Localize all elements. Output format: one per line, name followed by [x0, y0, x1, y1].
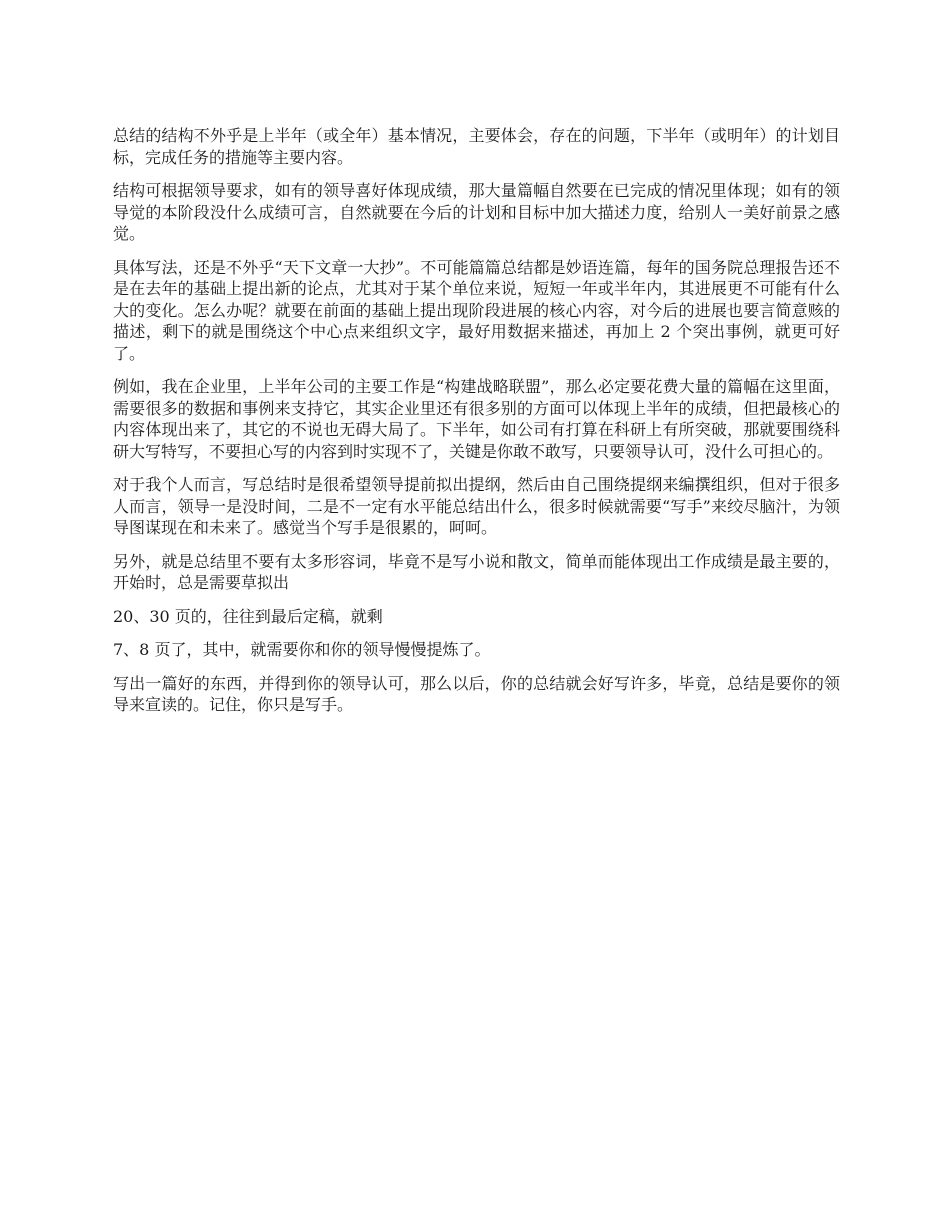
document-body: [113, 125, 840, 728]
paragraph-writing-method: 具体写法，还是不外乎“天下文章一大抄”。不可能篇篇总结都是妙语连篇，每年的国务院总理报告还不是在去年的基础上提出新的论点，尤其对于某个单位来说，短短一年或半年内，其进展更不可能有什么大的变化。怎么办呢？就要在前面的基础上提出现阶段进展的核心内容，对今后的进展也要言简意赅的描述，剩下的就是围绕这个中心点来组织文字，最好用数据来描述，再加上 2 个突出事例，就更可好了。: [113, 257, 840, 363]
paragraph-leader-requirements: 结构可根据领导要求，如有的领导喜好体现成绩，那大量篇幅自然要在已完成的情况里体现；如有的领导觉的本阶段没什么成绩可言，自然就要在今后的计划和目标中加大描述力度，给别人一美好前景之感觉。: [113, 181, 840, 243]
paragraph-adjectives: 另外，就是总结里不要有太多形容词，毕竟不是写小说和散文，简单而能体现出工作成绩是最主要的，开始时，总是需要草拟出: [113, 551, 840, 592]
paragraph-page-count: 20、30 页的，往往到最后定稿，就剩: [113, 606, 383, 626]
paragraph-refine: 7、8 页了，其中，就需要你和你的领导慢慢提炼了。: [113, 640, 491, 659]
paragraph-structure: 总结的结构不外乎是上半年（或全年）基本情况，主要体会，存在的问题，下半年（或明年）的计划目标，完成任务的措施等主要内容。: [113, 126, 840, 167]
paragraph-conclusion: 写出一篇好的东西，并得到你的领导认可，那么以后，你的总结就会好写许多，毕竟，总结是要你的领导来宣读的。记住，你只是写手。: [113, 673, 840, 714]
paragraph-example: 例如，我在企业里，上半年公司的主要工作是“构建战略联盟”，那么必定要花费大量的篇幅在这里面，需要很多的数据和事例来支持它，其实企业里还有很多别的方面可以体现上半年的成绩，但把最核心的内容体现出来了，其它的不说也无碍大局了。下半年，如公司有打算在科研上有所突破，那就要围绕科研大写特写，不要担心写的内容到时实现不了，关键是你敢不敢写，只要领导认可，没什么可担心的。: [113, 377, 840, 461]
paragraph-personal-view: 对于我个人而言，写总结时是很希望领导提前拟出提纲，然后由自己围绕提纲来编撰组织，但对于很多人而言，领导一是没时间，二是不一定有水平能总结出什么，很多时候就需要“写手”来绞尽脑汁，为领导图谋现在和未来了。感觉当个写手是很累的，呵呵。: [113, 475, 840, 537]
